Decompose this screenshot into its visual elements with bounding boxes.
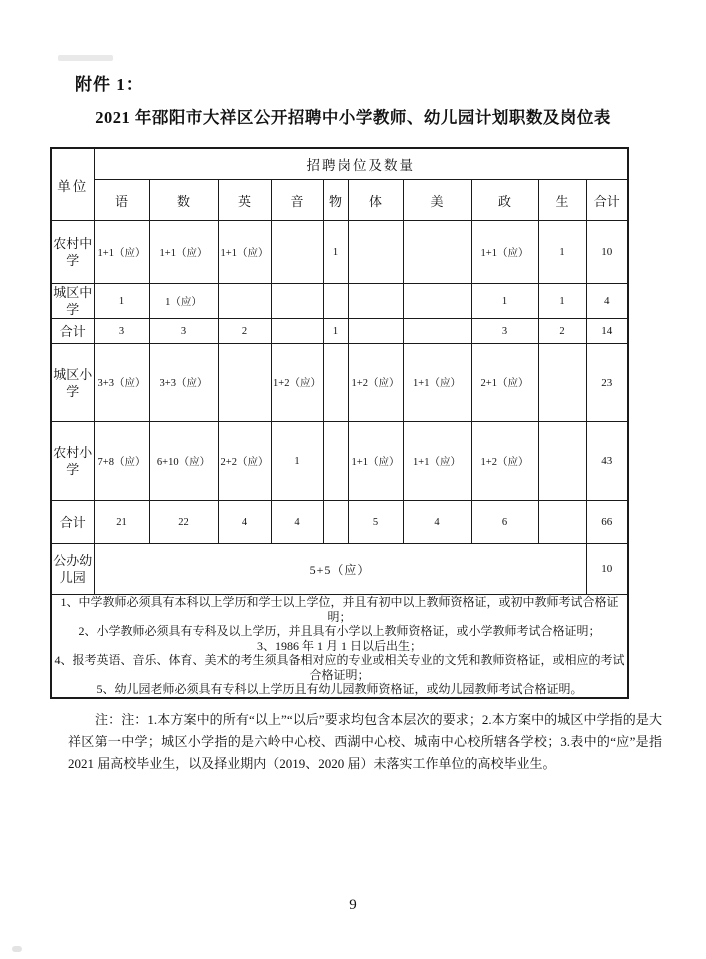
table-cell: 3+3（应） bbox=[149, 344, 218, 422]
unit-cell: 城区小学 bbox=[51, 344, 94, 422]
table-cell: 4 bbox=[586, 284, 628, 319]
column-header: 体 bbox=[348, 180, 403, 221]
table-cell bbox=[403, 319, 471, 344]
table-cell: 14 bbox=[586, 319, 628, 344]
group-header: 招聘岗位及数量 bbox=[94, 148, 628, 180]
page-title: 2021 年邵阳市大祥区公开招聘中小学教师、幼儿园计划职数及岗位表 bbox=[95, 108, 611, 127]
table-cell: 5 bbox=[348, 501, 403, 544]
footer-note: 注：注：1.本方案中的所有“以上”“以后”要求均包含本层次的要求；2.本方案中的城区中学指的是大祥区第一中学；城区小学指的是六岭中心校、西湖中心校、城南中心校所辖各学校；3.表中的“应”是指 2021 届高校毕业生，以及择业期内（2019、2020 届）未落实工作单位的高校毕业生。 bbox=[68, 712, 662, 771]
table-cell: 23 bbox=[586, 344, 628, 422]
table-cell bbox=[348, 284, 403, 319]
table-cell: 2 bbox=[538, 319, 586, 344]
note-line: 5、幼儿园老师必须具有专科以上学历且有幼儿园教师资格证，或幼儿园教师考试合格证明。 bbox=[96, 682, 583, 696]
table-cell: 4 bbox=[271, 501, 323, 544]
table-cell bbox=[271, 319, 323, 344]
table-cell: 6 bbox=[471, 501, 538, 544]
table-cell: 4 bbox=[218, 501, 271, 544]
unit-cell: 合计 bbox=[51, 501, 94, 544]
table-cell: 2+1（应） bbox=[471, 344, 538, 422]
table-cell: 43 bbox=[586, 422, 628, 501]
table-cell: 1 bbox=[94, 284, 149, 319]
table-cell: 66 bbox=[586, 501, 628, 544]
table-cell bbox=[218, 344, 271, 422]
table-cell bbox=[348, 221, 403, 284]
table-cell bbox=[323, 344, 348, 422]
table-cell: 1+1（应） bbox=[403, 344, 471, 422]
table-cell: 1 bbox=[538, 221, 586, 284]
table-cell bbox=[538, 422, 586, 501]
table-row bbox=[51, 501, 628, 544]
table-row bbox=[51, 221, 628, 284]
column-header: 美 bbox=[403, 180, 471, 221]
table-cell: 1 bbox=[271, 422, 323, 501]
table-cell bbox=[403, 284, 471, 319]
table-cell: 22 bbox=[149, 501, 218, 544]
table-cell: 1（应） bbox=[149, 284, 218, 319]
table-cell: 2 bbox=[218, 319, 271, 344]
table-cell: 2+2（应） bbox=[218, 422, 271, 501]
column-header: 语 bbox=[94, 180, 149, 221]
table-cell: 1 bbox=[471, 284, 538, 319]
table-cell: 1+1（应） bbox=[149, 221, 218, 284]
recruitment-table bbox=[50, 147, 629, 699]
attachment-label: 附件 1： bbox=[75, 75, 144, 94]
column-header: 音 bbox=[271, 180, 323, 221]
notes-cell bbox=[51, 595, 628, 698]
column-header: 物 bbox=[323, 180, 348, 221]
table-cell: 1 bbox=[538, 284, 586, 319]
table-body bbox=[51, 221, 628, 698]
column-header-row bbox=[51, 180, 628, 221]
table-cell: 3+3（应） bbox=[94, 344, 149, 422]
table-cell: 6+10（应） bbox=[149, 422, 218, 501]
note-line: 2、小学教师必须具有专科及以上学历，并且具有小学以上教师资格证，或小学教师考试合格证明； bbox=[78, 624, 601, 638]
column-header: 合计 bbox=[586, 180, 628, 221]
table-cell bbox=[538, 501, 586, 544]
table-cell: 1+1（应） bbox=[94, 221, 149, 284]
scan-artifact bbox=[58, 55, 113, 61]
table-cell bbox=[271, 284, 323, 319]
table-cell: 1+2（应） bbox=[348, 344, 403, 422]
table-cell: 1+1（应） bbox=[348, 422, 403, 501]
table-cell: 3 bbox=[94, 319, 149, 344]
column-header: 政 bbox=[471, 180, 538, 221]
kindergarten-row bbox=[51, 544, 628, 595]
table-cell bbox=[218, 284, 271, 319]
table-cell: 3 bbox=[149, 319, 218, 344]
column-header: 数 bbox=[149, 180, 218, 221]
unit-cell: 农村中学 bbox=[51, 221, 94, 284]
scan-artifact bbox=[12, 946, 22, 952]
header-group-row bbox=[51, 148, 628, 180]
table-cell: 1 bbox=[323, 319, 348, 344]
kindergarten-total-cell: 10 bbox=[586, 544, 628, 595]
table-cell: 7+8（应） bbox=[94, 422, 149, 501]
table-cell: 10 bbox=[586, 221, 628, 284]
table-cell: 4 bbox=[403, 501, 471, 544]
unit-column-header: 单位 bbox=[51, 148, 94, 221]
table-row bbox=[51, 284, 628, 319]
unit-cell: 城区中学 bbox=[51, 284, 94, 319]
table-cell bbox=[323, 284, 348, 319]
note-line: 1、中学教师必须具有本科以上学历和学士以上学位，并且有初中以上教师资格证，或初中教师考试合格证明； bbox=[60, 595, 619, 624]
page-number: 9 bbox=[349, 897, 357, 913]
table-cell: 1+1（应） bbox=[403, 422, 471, 501]
unit-cell: 农村小学 bbox=[51, 422, 94, 501]
table-cell bbox=[538, 344, 586, 422]
note-line: 3、1986 年 1 月 1 日以后出生； bbox=[256, 638, 422, 653]
table-row bbox=[51, 344, 628, 422]
table-cell: 1+2（应） bbox=[471, 422, 538, 501]
table-cell: 21 bbox=[94, 501, 149, 544]
table-cell bbox=[271, 221, 323, 284]
table-cell: 3 bbox=[471, 319, 538, 344]
table-cell bbox=[348, 319, 403, 344]
table-cell bbox=[323, 501, 348, 544]
table-cell bbox=[403, 221, 471, 284]
table-row bbox=[51, 422, 628, 501]
kindergarten-merged-cell: 5+5（应） bbox=[94, 544, 586, 595]
table-cell: 1+1（应） bbox=[218, 221, 271, 284]
table-cell: 1+2（应） bbox=[271, 344, 323, 422]
table-row bbox=[51, 319, 628, 344]
table-cell: 1+1（应） bbox=[471, 221, 538, 284]
table-cell bbox=[323, 422, 348, 501]
notes-row bbox=[51, 595, 628, 698]
unit-cell: 合计 bbox=[51, 319, 94, 344]
unit-cell: 公办幼儿园 bbox=[51, 544, 94, 595]
column-header: 英 bbox=[218, 180, 271, 221]
note-line: 4、报考英语、音乐、体育、美术的考生须具备相对应的专业或相关专业的文凭和教师资格证，或相应的考试合格证明； bbox=[54, 653, 625, 682]
table-cell: 1 bbox=[323, 221, 348, 284]
column-header: 生 bbox=[538, 180, 586, 221]
